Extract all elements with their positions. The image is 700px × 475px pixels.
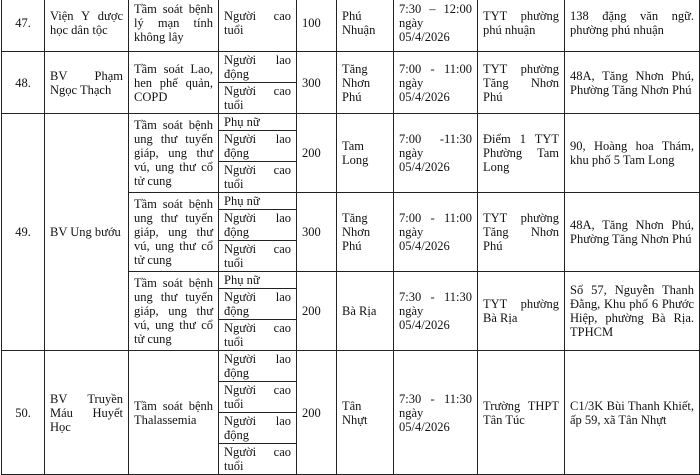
- row-number: 49.: [2, 114, 45, 351]
- time-cell: 7:30 - 11:30 ngày 05/4/2026: [394, 272, 478, 351]
- table-row: [2, 351, 700, 382]
- target-cell: Người cao tuổi: [219, 382, 297, 413]
- venue-cell: Điểm 1 TYT Phường Tam Long: [478, 114, 565, 193]
- unit-cell: BV Ung bướu: [45, 114, 129, 351]
- content-cell: Tầm soát bệnh lý mạn tính không lây: [129, 0, 219, 52]
- time-cell: 7:00 - 11:00 ngày 05/4/2026: [394, 52, 478, 114]
- quantity-cell: 100: [297, 0, 337, 52]
- target-cell: Phụ nữ: [219, 114, 297, 131]
- time-cell: 7:00 - 11:00 ngày 05/4/2026: [394, 193, 478, 272]
- quantity-cell: 200: [297, 272, 337, 351]
- content-cell: Tầm soát Lao, hen phế quản, COPD: [129, 52, 219, 114]
- target-cell: Người cao tuổi: [219, 83, 297, 114]
- time-cell: 7:30 – 12:00 ngày 05/4/2026: [394, 0, 478, 52]
- venue-cell: TYT phường Tăng Nhơn Phú: [478, 193, 565, 272]
- target-cell: Người lao động: [219, 52, 297, 83]
- table-row: [2, 52, 700, 83]
- schedule-table: [1, 0, 700, 475]
- target-cell: Người lao động: [219, 289, 297, 320]
- area-cell: Phú Nhuận: [337, 0, 394, 52]
- target-cell: Người lao động: [219, 351, 297, 382]
- unit-cell: BV Phạm Ngọc Thạch: [45, 52, 129, 114]
- time-cell: 7:30 - 11:30 ngày 05/4/2026: [394, 351, 478, 475]
- target-cell: Người cao tuổi: [219, 444, 297, 475]
- address-cell: 90, Hoàng hoa Thám, khu phố 5 Tam Long: [565, 114, 700, 193]
- content-cell: Tầm soát bệnh ung thư tuyến giáp, ung thư vú, ung thư cổ tử cung: [129, 114, 219, 193]
- venue-cell: TYT phường Tăng Nhơn Phú: [478, 52, 565, 114]
- target-cell: Người lao động: [219, 413, 297, 444]
- table-row: [2, 0, 700, 52]
- target-cell: Phụ nữ: [219, 272, 297, 289]
- quantity-cell: 300: [297, 52, 337, 114]
- area-cell: Tam Long: [337, 114, 394, 193]
- target-cell: Người cao tuổi: [219, 162, 297, 193]
- target-cell: Phụ nữ: [219, 193, 297, 210]
- venue-cell: TYT phường phú nhuận: [478, 0, 565, 52]
- target-cell: Người cao tuổi: [219, 241, 297, 272]
- area-cell: Tân Nhựt: [337, 351, 394, 475]
- quantity-cell: 300: [297, 193, 337, 272]
- address-cell: 48A, Tăng Nhơn Phú, Phường Tăng Nhơn Phú: [565, 193, 700, 272]
- content-cell: Tầm soát bệnh Thalassemia: [129, 351, 219, 475]
- venue-cell: Trường THPT Tân Túc: [478, 351, 565, 475]
- time-cell: 7:00 -11:30 ngày 05/4/2026: [394, 114, 478, 193]
- address-cell: 138 đặng văn ngữ. phường phú nhuận: [565, 0, 700, 52]
- target-cell: Người cao tuổi: [219, 320, 297, 351]
- target-cell: Người lao động: [219, 210, 297, 241]
- row-number: 47.: [2, 0, 45, 52]
- row-number: 50.: [2, 351, 45, 475]
- area-cell: Tăng Nhơn Phú: [337, 52, 394, 114]
- address-cell: C1/3K Bùi Thanh Khiết, ấp 59, xã Tân Nhựt: [565, 351, 700, 475]
- address-cell: 48A, Tăng Nhơn Phú, Phường Tăng Nhơn Phú: [565, 52, 700, 114]
- venue-cell: TYT phường Bà Rịa: [478, 272, 565, 351]
- row-number: 48.: [2, 52, 45, 114]
- target-cell: Người cao tuổi: [219, 0, 297, 52]
- quantity-cell: 200: [297, 114, 337, 193]
- unit-cell: BV Truyền Máu Huyết Học: [45, 351, 129, 475]
- target-cell: Người lao động: [219, 131, 297, 162]
- content-cell: Tầm soát bệnh ung thư tuyến giáp, ung thư vú, ung thư cổ tử cung: [129, 193, 219, 272]
- area-cell: Tăng Nhơn Phú: [337, 193, 394, 272]
- quantity-cell: 200: [297, 351, 337, 475]
- table-row: [2, 114, 700, 131]
- address-cell: Số 57, Nguyễn Thanh Đằng, Khu phố 6 Phước Hiệp, phường Bà Rịa. TPHCM: [565, 272, 700, 351]
- content-cell: Tầm soát bệnh ung thư tuyến giáp, ung thư vú, ung thư cổ tử cung: [129, 272, 219, 351]
- unit-cell: Viện Y dược học dân tộc: [45, 0, 129, 52]
- area-cell: Bà Rịa: [337, 272, 394, 351]
